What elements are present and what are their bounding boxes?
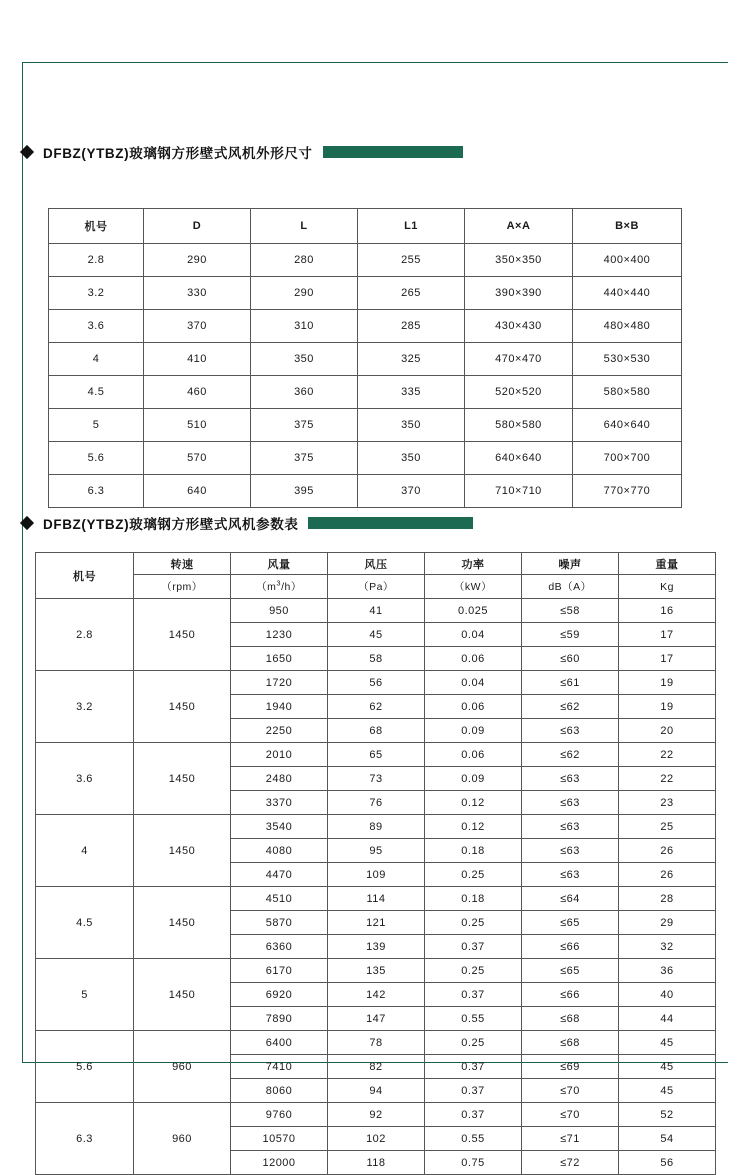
cell-noise: ≤69 <box>522 1055 619 1079</box>
cell-l1: 255 <box>358 244 465 277</box>
col-header-noise: 噪声 <box>522 553 619 575</box>
dimension-table <box>48 208 682 508</box>
cell-bxb: 700×700 <box>573 442 682 475</box>
cell-l: 350 <box>251 343 358 376</box>
cell-pressure: 109 <box>328 863 425 887</box>
cell-power: 0.09 <box>425 767 522 791</box>
cell-weight: 32 <box>619 935 716 959</box>
col-header-power: 功率 <box>425 553 522 575</box>
cell-model: 3.6 <box>36 743 134 815</box>
cell-airflow: 7410 <box>231 1055 328 1079</box>
cell-bxb: 530×530 <box>573 343 682 376</box>
cell-power: 0.025 <box>425 599 522 623</box>
col-header-weight: 重量 <box>619 553 716 575</box>
cell-power: 0.18 <box>425 887 522 911</box>
cell-model: 5 <box>36 959 134 1031</box>
cell-airflow: 1940 <box>231 695 328 719</box>
cell-noise: ≤60 <box>522 647 619 671</box>
cell-model: 5.6 <box>49 442 144 475</box>
cell-pressure: 89 <box>328 815 425 839</box>
cell-l: 310 <box>251 310 358 343</box>
cell-noise: ≤64 <box>522 887 619 911</box>
cell-pressure: 65 <box>328 743 425 767</box>
col-header-airflow: 风量 <box>231 553 328 575</box>
cell-l1: 285 <box>358 310 465 343</box>
diamond-bullet-icon <box>20 516 34 530</box>
cell-model: 5.6 <box>36 1031 134 1103</box>
cell-weight: 17 <box>619 647 716 671</box>
cell-axa: 470×470 <box>465 343 573 376</box>
cell-noise: ≤63 <box>522 815 619 839</box>
cell-l1: 350 <box>358 442 465 475</box>
cell-airflow: 10570 <box>231 1127 328 1151</box>
cell-airflow: 7890 <box>231 1007 328 1031</box>
cell-axa: 520×520 <box>465 376 573 409</box>
cell-weight: 20 <box>619 719 716 743</box>
unit-noise: dB（A） <box>522 575 619 599</box>
cell-l: 395 <box>251 475 358 508</box>
cell-speed: 1450 <box>134 743 231 815</box>
cell-pressure: 114 <box>328 887 425 911</box>
cell-model: 2.8 <box>36 599 134 671</box>
cell-weight: 40 <box>619 983 716 1007</box>
cell-weight: 45 <box>619 1031 716 1055</box>
cell-weight: 22 <box>619 743 716 767</box>
cell-airflow: 6920 <box>231 983 328 1007</box>
cell-airflow: 1650 <box>231 647 328 671</box>
col-header-pressure: 风压 <box>328 553 425 575</box>
cell-noise: ≤59 <box>522 623 619 647</box>
cell-speed: 1450 <box>134 959 231 1031</box>
table-row <box>49 310 682 343</box>
cell-noise: ≤65 <box>522 911 619 935</box>
cell-pressure: 78 <box>328 1031 425 1055</box>
cell-weight: 28 <box>619 887 716 911</box>
cell-airflow: 6170 <box>231 959 328 983</box>
cell-noise: ≤65 <box>522 959 619 983</box>
unit-weight: Kg <box>619 575 716 599</box>
cell-weight: 19 <box>619 695 716 719</box>
table-row <box>49 244 682 277</box>
table-row <box>36 1031 716 1055</box>
col-header-bxb: B×B <box>573 209 682 244</box>
cell-model: 6.3 <box>49 475 144 508</box>
cell-noise: ≤63 <box>522 863 619 887</box>
cell-d: 330 <box>144 277 251 310</box>
cell-pressure: 92 <box>328 1103 425 1127</box>
cell-power: 0.37 <box>425 1103 522 1127</box>
cell-pressure: 121 <box>328 911 425 935</box>
cell-pressure: 68 <box>328 719 425 743</box>
cell-pressure: 56 <box>328 671 425 695</box>
cell-l: 360 <box>251 376 358 409</box>
cell-power: 0.25 <box>425 911 522 935</box>
cell-model: 3.2 <box>49 277 144 310</box>
cell-pressure: 135 <box>328 959 425 983</box>
cell-speed: 1450 <box>134 887 231 959</box>
cell-bxb: 440×440 <box>573 277 682 310</box>
cell-weight: 26 <box>619 839 716 863</box>
section-title-parameters: DFBZ(YTBZ)玻璃钢方形壁式风机参数表 <box>43 517 299 532</box>
cell-power: 0.37 <box>425 935 522 959</box>
table-row <box>36 887 716 911</box>
diamond-bullet-icon <box>20 145 34 159</box>
section-heading-parameters <box>22 514 473 532</box>
table-row <box>49 442 682 475</box>
cell-noise: ≤72 <box>522 1151 619 1175</box>
cell-pressure: 147 <box>328 1007 425 1031</box>
section-title-dimensions: DFBZ(YTBZ)玻璃钢方形壁式风机外形尺寸 <box>43 146 313 161</box>
cell-d: 640 <box>144 475 251 508</box>
col-header-d: D <box>144 209 251 244</box>
cell-speed: 960 <box>134 1103 231 1175</box>
cell-bxb: 400×400 <box>573 244 682 277</box>
cell-weight: 52 <box>619 1103 716 1127</box>
cell-power: 0.18 <box>425 839 522 863</box>
table-row <box>49 376 682 409</box>
cell-l: 375 <box>251 409 358 442</box>
cell-power: 0.06 <box>425 695 522 719</box>
cell-noise: ≤63 <box>522 791 619 815</box>
cell-weight: 45 <box>619 1079 716 1103</box>
cell-airflow: 3370 <box>231 791 328 815</box>
parameter-table <box>35 552 716 1175</box>
cell-model: 4 <box>49 343 144 376</box>
cell-model: 2.8 <box>49 244 144 277</box>
cell-power: 0.12 <box>425 791 522 815</box>
col-header-model: 机号 <box>49 209 144 244</box>
section-accent-bar-parameters <box>308 517 473 529</box>
cell-pressure: 94 <box>328 1079 425 1103</box>
cell-noise: ≤68 <box>522 1031 619 1055</box>
cell-d: 290 <box>144 244 251 277</box>
cell-airflow: 8060 <box>231 1079 328 1103</box>
table-row <box>49 277 682 310</box>
cell-model: 3.6 <box>49 310 144 343</box>
cell-power: 0.37 <box>425 1079 522 1103</box>
cell-pressure: 139 <box>328 935 425 959</box>
cell-weight: 54 <box>619 1127 716 1151</box>
section-accent-bar-dimensions <box>323 146 463 158</box>
cell-axa: 430×430 <box>465 310 573 343</box>
cell-weight: 25 <box>619 815 716 839</box>
cell-l1: 265 <box>358 277 465 310</box>
cell-weight: 16 <box>619 599 716 623</box>
cell-power: 0.25 <box>425 1031 522 1055</box>
unit-pressure: （Pa） <box>328 575 425 599</box>
cell-airflow: 4510 <box>231 887 328 911</box>
cell-axa: 390×390 <box>465 277 573 310</box>
cell-model: 4 <box>36 815 134 887</box>
cell-power: 0.75 <box>425 1151 522 1175</box>
cell-airflow: 12000 <box>231 1151 328 1175</box>
cell-pressure: 102 <box>328 1127 425 1151</box>
cell-pressure: 142 <box>328 983 425 1007</box>
cell-pressure: 62 <box>328 695 425 719</box>
cell-model: 4.5 <box>49 376 144 409</box>
top-divider-rule <box>22 62 728 63</box>
left-divider-rule <box>22 62 23 1062</box>
cell-pressure: 45 <box>328 623 425 647</box>
cell-noise: ≤66 <box>522 983 619 1007</box>
cell-airflow: 2480 <box>231 767 328 791</box>
cell-noise: ≤68 <box>522 1007 619 1031</box>
cell-airflow: 6400 <box>231 1031 328 1055</box>
cell-pressure: 118 <box>328 1151 425 1175</box>
cell-noise: ≤58 <box>522 599 619 623</box>
cell-bxb: 480×480 <box>573 310 682 343</box>
cell-l: 280 <box>251 244 358 277</box>
cell-airflow: 3540 <box>231 815 328 839</box>
cell-pressure: 41 <box>328 599 425 623</box>
cell-l: 375 <box>251 442 358 475</box>
cell-weight: 22 <box>619 767 716 791</box>
cell-airflow: 2250 <box>231 719 328 743</box>
cell-bxb: 640×640 <box>573 409 682 442</box>
cell-power: 0.37 <box>425 1055 522 1079</box>
cell-power: 0.37 <box>425 983 522 1007</box>
cell-power: 0.25 <box>425 959 522 983</box>
cell-airflow: 4470 <box>231 863 328 887</box>
cell-airflow: 6360 <box>231 935 328 959</box>
cell-weight: 17 <box>619 623 716 647</box>
cell-noise: ≤62 <box>522 743 619 767</box>
unit-speed: （rpm） <box>134 575 231 599</box>
cell-airflow: 1720 <box>231 671 328 695</box>
cell-weight: 44 <box>619 1007 716 1031</box>
cell-airflow: 4080 <box>231 839 328 863</box>
table-row <box>36 599 716 623</box>
cell-weight: 23 <box>619 791 716 815</box>
table-row <box>49 343 682 376</box>
cell-weight: 19 <box>619 671 716 695</box>
cell-bxb: 770×770 <box>573 475 682 508</box>
cell-power: 0.55 <box>425 1007 522 1031</box>
cell-airflow: 2010 <box>231 743 328 767</box>
cell-weight: 56 <box>619 1151 716 1175</box>
cell-axa: 580×580 <box>465 409 573 442</box>
cell-noise: ≤62 <box>522 695 619 719</box>
table-row <box>36 671 716 695</box>
cell-noise: ≤63 <box>522 767 619 791</box>
table-row <box>36 743 716 767</box>
cell-model: 6.3 <box>36 1103 134 1175</box>
cell-noise: ≤70 <box>522 1079 619 1103</box>
cell-weight: 26 <box>619 863 716 887</box>
cell-power: 0.55 <box>425 1127 522 1151</box>
cell-speed: 1450 <box>134 599 231 671</box>
cell-speed: 1450 <box>134 815 231 887</box>
table-row <box>49 409 682 442</box>
cell-weight: 45 <box>619 1055 716 1079</box>
cell-weight: 36 <box>619 959 716 983</box>
cell-airflow: 5870 <box>231 911 328 935</box>
unit-airflow: $(m^3/h)$ <box>231 575 328 599</box>
cell-weight: 29 <box>619 911 716 935</box>
table-units-row <box>36 575 716 599</box>
cell-l1: 350 <box>358 409 465 442</box>
cell-noise: ≤70 <box>522 1103 619 1127</box>
col-header-axa: A×A <box>465 209 573 244</box>
cell-pressure: 82 <box>328 1055 425 1079</box>
cell-model: 3.2 <box>36 671 134 743</box>
cell-d: 410 <box>144 343 251 376</box>
cell-power: 0.04 <box>425 671 522 695</box>
cell-axa: 710×710 <box>465 475 573 508</box>
col-header-speed: 转速 <box>134 553 231 575</box>
cell-power: 0.25 <box>425 863 522 887</box>
cell-d: 460 <box>144 376 251 409</box>
cell-power: 0.04 <box>425 623 522 647</box>
table-row <box>36 1103 716 1127</box>
section-heading-dimensions <box>22 143 463 161</box>
cell-axa: 350×350 <box>465 244 573 277</box>
cell-noise: ≤66 <box>522 935 619 959</box>
cell-noise: ≤63 <box>522 719 619 743</box>
cell-pressure: 76 <box>328 791 425 815</box>
cell-speed: 960 <box>134 1031 231 1103</box>
cell-bxb: 580×580 <box>573 376 682 409</box>
table-row <box>49 475 682 508</box>
cell-l1: 335 <box>358 376 465 409</box>
cell-model: 5 <box>49 409 144 442</box>
cell-pressure: 58 <box>328 647 425 671</box>
col-header-l1: L1 <box>358 209 465 244</box>
cell-speed: 1450 <box>134 671 231 743</box>
cell-l1: 370 <box>358 475 465 508</box>
cell-power: 0.06 <box>425 647 522 671</box>
cell-airflow: 9760 <box>231 1103 328 1127</box>
cell-power: 0.09 <box>425 719 522 743</box>
cell-power: 0.12 <box>425 815 522 839</box>
cell-l1: 325 <box>358 343 465 376</box>
cell-pressure: 73 <box>328 767 425 791</box>
col-header-l: L <box>251 209 358 244</box>
cell-d: 370 <box>144 310 251 343</box>
table-row <box>36 815 716 839</box>
cell-l: 290 <box>251 277 358 310</box>
cell-model: 4.5 <box>36 887 134 959</box>
cell-noise: ≤71 <box>522 1127 619 1151</box>
cell-axa: 640×640 <box>465 442 573 475</box>
cell-pressure: 95 <box>328 839 425 863</box>
cell-noise: ≤61 <box>522 671 619 695</box>
cell-noise: ≤63 <box>522 839 619 863</box>
table-row <box>36 959 716 983</box>
table-header-row <box>49 209 682 244</box>
cell-airflow: 1230 <box>231 623 328 647</box>
cell-power: 0.06 <box>425 743 522 767</box>
col-header-model: 机号 <box>36 553 134 599</box>
table-header-row <box>36 553 716 575</box>
cell-d: 510 <box>144 409 251 442</box>
cell-d: 570 <box>144 442 251 475</box>
unit-power: （kW） <box>425 575 522 599</box>
cell-airflow: 950 <box>231 599 328 623</box>
